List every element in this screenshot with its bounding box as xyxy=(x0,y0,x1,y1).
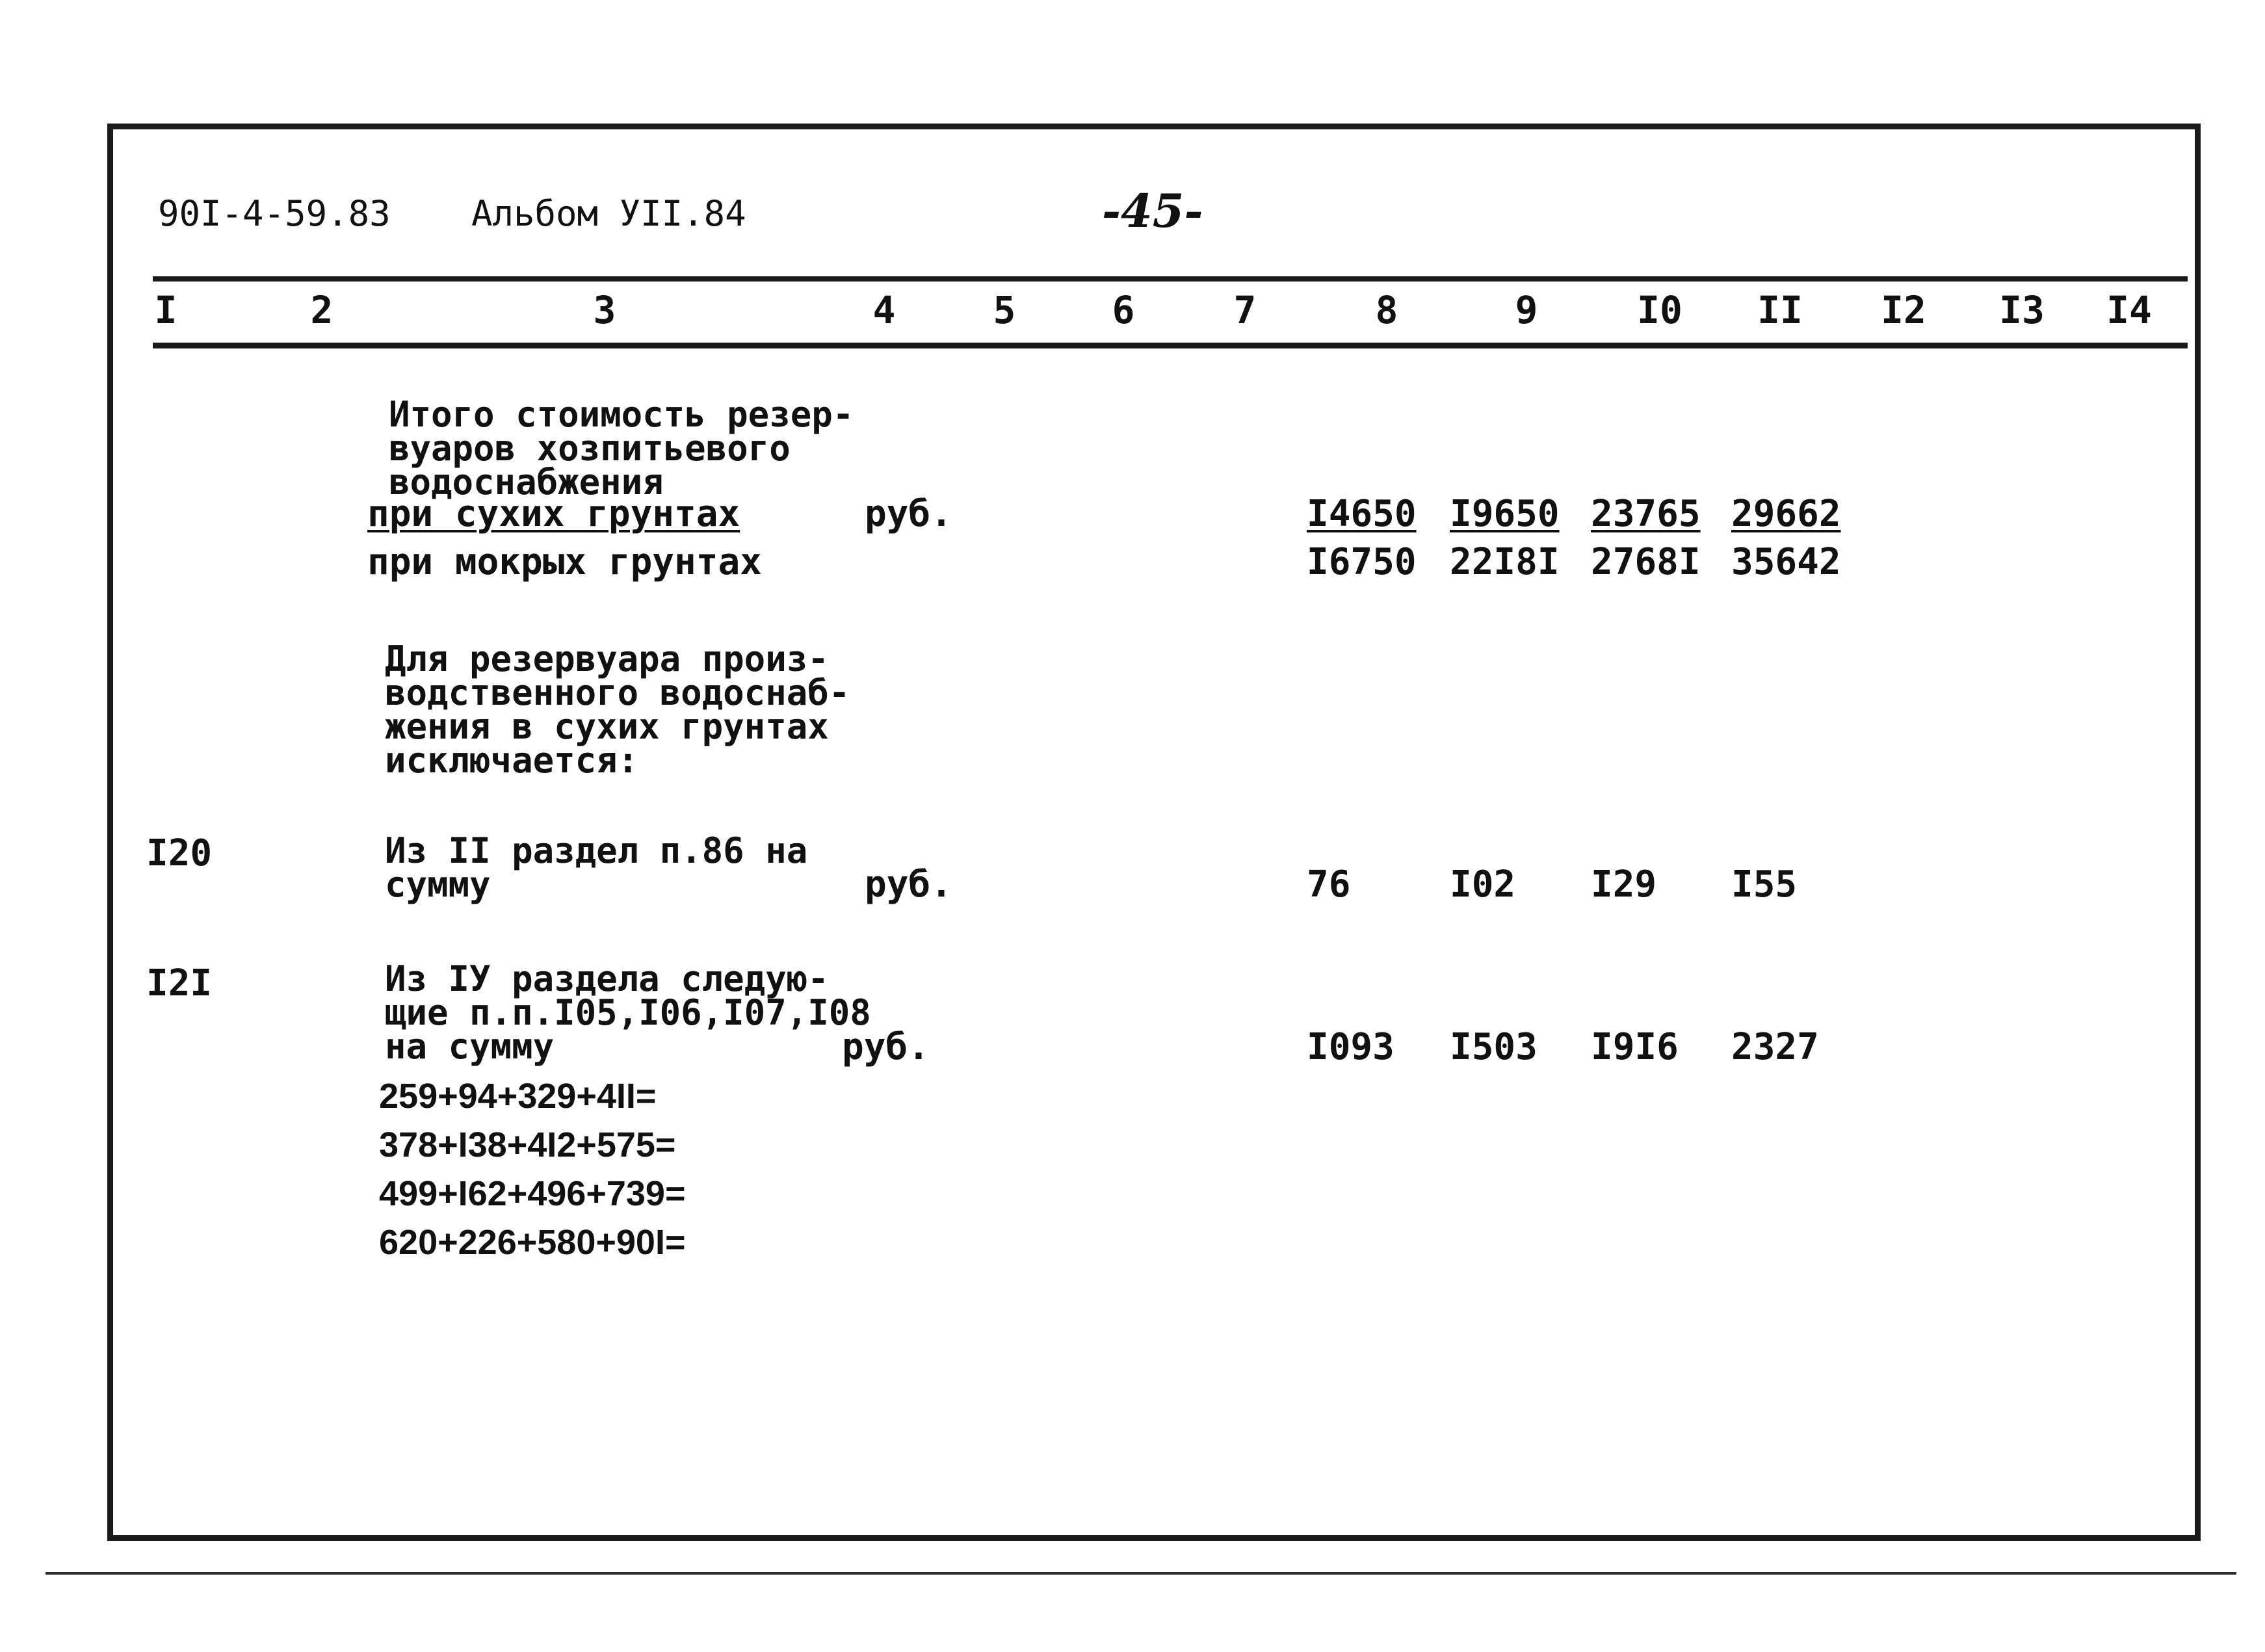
dry-soil-label: при сухих грунтах xyxy=(367,493,740,535)
column-number: 4 xyxy=(872,288,896,332)
row-120-value-col11: I55 xyxy=(1731,863,1798,906)
dry-value-col9: I9650 xyxy=(1450,493,1560,535)
column-number: I2 xyxy=(1881,288,1926,332)
column-number: 7 xyxy=(1233,288,1257,332)
row-text-line: Из II раздел п.86 на xyxy=(385,830,808,871)
column-number: 8 xyxy=(1375,288,1398,332)
row-121-value-col11: 2327 xyxy=(1731,1026,1819,1068)
wet-soil-label: при мокрых грунтах xyxy=(367,541,762,583)
column-number: 3 xyxy=(593,288,616,332)
column-number: 9 xyxy=(1515,288,1538,332)
wet-value-col9: 22I8I xyxy=(1450,541,1560,583)
note-text-line: водственного водоснаб- xyxy=(385,672,850,713)
total-text-line: вуаров хозпитьевого xyxy=(389,428,791,469)
note-text-line: жения в сухих грунтах xyxy=(385,706,829,747)
column-number: 5 xyxy=(993,288,1016,332)
formula-line: 378+I38+4I2+575= xyxy=(379,1125,676,1164)
row-number: I20 xyxy=(146,832,213,874)
total-unit: руб. xyxy=(865,493,952,535)
total-text-line: Итого стоимость резер- xyxy=(389,394,854,435)
row-text-line: щие п.п.I05,I06,I07,I08 xyxy=(385,992,871,1033)
formula-line: 620+226+580+90I= xyxy=(379,1223,686,1262)
row-number: I2I xyxy=(146,962,213,1004)
dry-value-col10: 23765 xyxy=(1591,493,1701,535)
wet-value-col8: I6750 xyxy=(1307,541,1417,583)
bottom-rule xyxy=(46,1572,2236,1575)
doc-code: 90I-4-59.83 xyxy=(158,193,391,234)
formula-line: 499+I62+496+739= xyxy=(379,1174,686,1213)
total-description xyxy=(389,394,854,503)
note-text-line: исключается: xyxy=(385,740,639,781)
dry-value-col8: I4650 xyxy=(1307,493,1417,535)
page-number: -45- xyxy=(1102,184,1203,238)
row-text-line: на сумму xyxy=(385,1026,555,1067)
row-121-value-col8: I093 xyxy=(1307,1026,1394,1068)
formula-line: 259+94+329+4II= xyxy=(379,1077,657,1116)
wet-value-col11: 35642 xyxy=(1731,541,1841,583)
column-number: I0 xyxy=(1637,288,1682,332)
column-number: 6 xyxy=(1112,288,1135,332)
row-unit: руб. xyxy=(865,863,952,906)
album-label: Альбом УII.84 xyxy=(471,193,746,234)
column-number: I3 xyxy=(1999,288,2045,332)
row-120-value-col9: I02 xyxy=(1450,863,1516,906)
dry-value-col11: 29662 xyxy=(1731,493,1841,535)
note-text-line: Для резервуара произ- xyxy=(385,638,829,679)
column-header-top-rule xyxy=(153,276,2188,282)
row-unit: руб. xyxy=(842,1026,930,1068)
row-120-description xyxy=(385,830,808,905)
column-number: I xyxy=(154,288,177,332)
column-number: I4 xyxy=(2106,288,2152,332)
row-text-line: сумму xyxy=(385,864,491,905)
exclusion-note xyxy=(385,638,850,781)
column-number: II xyxy=(1757,288,1803,332)
row-121-value-col9: I503 xyxy=(1450,1026,1538,1068)
row-text-line: Из IУ раздела следую- xyxy=(385,958,829,999)
column-number: 2 xyxy=(310,288,334,332)
total-text-line: водоснабжения xyxy=(389,462,664,503)
wet-value-col10: 2768I xyxy=(1591,541,1701,583)
column-header-bottom-rule xyxy=(153,343,2188,348)
row-120-value-col10: I29 xyxy=(1591,863,1657,906)
row-121-description xyxy=(385,958,871,1067)
row-121-value-col10: I9I6 xyxy=(1591,1026,1679,1068)
row-120-value-col8: 76 xyxy=(1307,863,1351,906)
